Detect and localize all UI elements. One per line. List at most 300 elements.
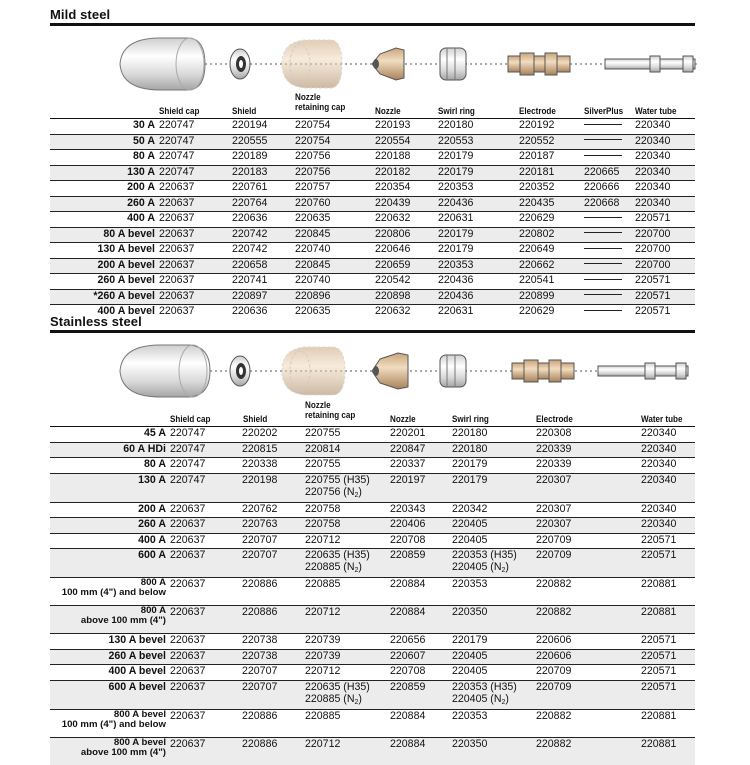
part-number-cell: 220554 [373, 134, 436, 150]
mild-steel-row [50, 181, 695, 197]
row-label: 130 A [50, 473, 168, 502]
part-number-cell: 220747 [168, 442, 240, 458]
part-number-cell: 220353 [452, 709, 488, 722]
part-number-cell: 220192 [519, 119, 555, 131]
part-number-cell: 220881 [641, 578, 677, 590]
part-number-cell: 220668 [582, 196, 633, 212]
part-number-cell: 220747 [159, 119, 195, 131]
stainless-steel-row [50, 649, 695, 665]
part-number-cell: 220342 [452, 502, 488, 515]
part-number-cell: 220405 [452, 665, 488, 677]
part-number-cell [582, 119, 633, 135]
part-number-cell: 220180 [438, 119, 474, 131]
row-label: *260 A bevel [50, 289, 157, 305]
mild-header-silverplus: SilverPlus [584, 106, 624, 116]
part-number-cell: 220632 [375, 305, 411, 317]
part-number-cell: 220179 [436, 227, 517, 243]
stainless-header-shield: Shield [243, 414, 268, 424]
part-number-cell: 220885 [305, 578, 341, 590]
part-number-cell: 220571 [635, 212, 671, 224]
part-number-cell [582, 150, 633, 166]
row-label: 400 A bevel [108, 665, 166, 677]
row-label: 600 A bevel [50, 680, 168, 709]
part-number-cell: 220571 [641, 665, 677, 677]
not-available-dash [584, 217, 622, 218]
part-number-cell: 220180 [452, 427, 488, 439]
part-number-cell: 220707 [242, 665, 278, 677]
part-number-cell: 220571 [635, 305, 671, 317]
part-number-cell: 220636 [232, 212, 268, 224]
mild-steel-title: Mild steel [50, 7, 111, 22]
part-number-cell: 220637 [170, 533, 206, 546]
part-number-cell: 220637 [159, 274, 195, 286]
part-number-cell: 220435 [517, 196, 582, 212]
stainless-header-water-tube: Water tube [641, 414, 683, 424]
part-number-cell: 220340 [633, 134, 695, 150]
part-number-cell: 220884 [388, 737, 450, 765]
part-number-cell: 220350 [450, 606, 534, 634]
part-number-cell: 220635 (H35) 220885 $(N_2)$ [303, 549, 388, 578]
part-number-cell: 220353 (H35) 220405 $(N_2)$ [450, 680, 534, 709]
part-number-cell: 220665 [582, 165, 633, 181]
row-label: 600 A [50, 549, 168, 578]
part-number-cell: 220340 [639, 473, 695, 502]
part-number-cell: 220637 [168, 549, 240, 578]
part-number-cell: 220747 [170, 427, 206, 439]
part-number-cell: 220307 [534, 518, 639, 534]
row-label: 260 A bevel [50, 649, 168, 665]
part-number-cell: 220307 [534, 473, 639, 502]
part-number-cell: 220405 [452, 533, 488, 546]
row-label: 60 A HDi [50, 442, 168, 458]
part-number-cell: 220436 [438, 274, 474, 286]
part-number-cell: 220637 [170, 578, 206, 590]
part-number-cell: 220637 [168, 737, 240, 765]
part-number-cell: 220182 [373, 165, 436, 181]
stainless-steel-row [50, 518, 695, 534]
part-number-cell: 220747 [157, 134, 230, 150]
part-number-cell: 220571 [639, 549, 695, 578]
part-number-cell: 220340 [641, 502, 677, 515]
stainless-steel-row [50, 442, 695, 458]
part-number-cell: 220707 [240, 549, 303, 578]
row-label: 400 A [138, 533, 166, 546]
part-number-cell: 220353 [452, 578, 488, 590]
part-number-cell: 220308 [536, 427, 572, 439]
part-number-cell: 220738 [240, 649, 303, 665]
part-number-cell: 220762 [242, 502, 278, 515]
shield-icon [230, 49, 250, 79]
swirl-ring-icon [440, 355, 466, 387]
not-available-dash [584, 232, 622, 233]
part-number-cell: 220707 [242, 533, 278, 546]
part-number-cell: 220881 [639, 737, 695, 765]
part-number-cell: 220340 [639, 518, 695, 534]
row-label: 30 A [133, 119, 155, 131]
part-number-cell: 220755 [305, 427, 341, 439]
part-number-cell: 220700 [635, 243, 671, 255]
stainless-steel-row [50, 549, 695, 578]
part-number-cell: 220340 [641, 427, 677, 439]
mild-steel-rule [50, 23, 695, 26]
part-number-cell: 220179 [438, 243, 474, 255]
mild-steel-row [50, 119, 695, 135]
part-number-cell [582, 305, 633, 320]
mild-steel-row [50, 212, 695, 228]
part-number-cell: 220635 [295, 212, 331, 224]
part-number-cell: 220606 [534, 649, 639, 665]
stainless-header-swirl-ring: Swirl ring [452, 414, 489, 424]
part-number-cell: 220845 [293, 258, 373, 274]
mild-header-swirl-ring: Swirl ring [438, 106, 475, 116]
stainless-steel-rule [50, 330, 695, 333]
part-number-cell: 220755 [305, 458, 341, 470]
stainless-steel-row [50, 709, 695, 737]
part-number-cell: 220353 (H35) 220405 $(N_2)$ [450, 549, 534, 578]
mild-steel-row [50, 196, 695, 212]
part-number-cell: 220340 [639, 442, 695, 458]
part-number-cell: 220802 [517, 227, 582, 243]
part-number-cell: 220198 [240, 473, 303, 502]
part-number-cell: 220637 [170, 502, 206, 515]
part-number-cell: 220742 [232, 243, 268, 255]
row-label: 130 A [50, 165, 157, 181]
stainless-steel-row [50, 502, 695, 518]
stainless-header-nozzle-retaining-cap: Nozzle retaining cap [305, 400, 356, 420]
part-number-cell: 220709 [534, 680, 639, 709]
mild-steel-row [50, 134, 695, 150]
part-number-cell: 220631 [438, 305, 474, 317]
part-number-cell: 220758 [305, 502, 341, 515]
stainless-steel-row [50, 665, 695, 681]
mild-steel-row [50, 150, 695, 166]
part-number-cell: 220646 [375, 243, 411, 255]
part-number-cell: 220741 [232, 274, 268, 286]
part-number-cell: 220353 [438, 181, 474, 193]
part-number-cell: 220884 [390, 578, 426, 590]
part-number-cell: 220542 [375, 274, 411, 286]
stainless-header-electrode: Electrode [536, 414, 573, 424]
part-number-cell: 220882 [534, 737, 639, 765]
part-number-cell: 220197 [388, 473, 450, 502]
part-number-cell: 220886 [242, 578, 278, 590]
part-number-cell [582, 212, 633, 228]
mild-steel-row [50, 289, 695, 305]
part-number-cell: 220636 [232, 305, 268, 317]
part-number-cell: 220764 [230, 196, 293, 212]
part-number-cell: 220859 [388, 549, 450, 578]
part-number-cell: 220758 [303, 518, 388, 534]
part-number-cell: 220179 [438, 150, 474, 162]
part-number-cell: 220350 [450, 737, 534, 765]
part-number-cell: 220629 [519, 212, 555, 224]
electrode-icon [512, 360, 574, 382]
part-number-cell: 220436 [436, 196, 517, 212]
mild-header-shield-cap: Shield cap [159, 106, 200, 116]
part-number-cell: 220607 [388, 649, 450, 665]
mild-steel-row [50, 243, 695, 259]
stainless-header-shield-cap: Shield cap [170, 414, 211, 424]
part-number-cell: 220340 [635, 119, 671, 131]
part-number-cell: 220886 [242, 709, 278, 722]
part-number-cell: 220637 [159, 243, 195, 255]
row-label: 800 A bevel 100 mm (4") and below [61, 709, 166, 730]
part-number-cell: 220885 [305, 709, 341, 722]
stainless-steel-row [50, 634, 695, 650]
not-available-dash [584, 310, 622, 311]
row-label: 45 A [144, 427, 166, 439]
part-number-cell: 220886 [240, 606, 303, 634]
part-number-cell: 220897 [230, 289, 293, 305]
part-number-cell: 220555 [230, 134, 293, 150]
part-number-cell: 220756 [295, 150, 331, 162]
not-available-dash [584, 124, 622, 125]
mild-steel-row [50, 258, 695, 274]
part-number-cell: 220656 [390, 634, 426, 646]
part-number-cell: 220637 [157, 227, 230, 243]
mild-steel-row [50, 165, 695, 181]
part-number-cell: 220340 [633, 196, 695, 212]
part-number-cell: 220337 [390, 458, 426, 470]
part-number-cell: 220881 [641, 709, 677, 722]
part-number-cell: 220712 [303, 737, 388, 765]
mild-header-water-tube: Water tube [635, 106, 677, 116]
part-number-cell: 220201 [390, 427, 426, 439]
part-number-cell: 220637 [170, 634, 206, 646]
part-number-cell: 220708 [390, 533, 426, 546]
part-number-cell: 220405 [450, 518, 534, 534]
part-number-cell: 220747 [170, 458, 206, 470]
part-number-cell: 220742 [230, 227, 293, 243]
part-number-cell: 220339 [534, 442, 639, 458]
part-number-cell: 220898 [373, 289, 436, 305]
water-tube-icon [605, 56, 695, 72]
row-label: 200 A [127, 181, 155, 193]
part-number-cell: 220738 [242, 634, 278, 646]
part-number-cell: 220882 [534, 606, 639, 634]
nozzle-retaining-cap-icon [282, 347, 345, 395]
part-number-cell: 220571 [641, 634, 677, 646]
part-number-cell: 220180 [450, 442, 534, 458]
part-number-cell: 220815 [240, 442, 303, 458]
part-number-cell: 220635 (H35) 220885 $(N_2)$ [303, 680, 388, 709]
stainless-steel-row [50, 737, 695, 765]
part-number-cell: 220188 [375, 150, 411, 162]
part-number-cell: 220763 [240, 518, 303, 534]
part-number-cell: 220179 [450, 473, 534, 502]
shield-cap-icon [120, 38, 205, 90]
part-number-cell: 220553 [436, 134, 517, 150]
part-number-cell: 220659 [373, 258, 436, 274]
row-label: 800 A 100 mm (4") and below [61, 577, 166, 598]
part-number-cell: 220571 [639, 680, 695, 709]
mild-steel-parts-illustration [0, 28, 750, 100]
shield-icon [230, 356, 250, 386]
part-number-cell: 220700 [633, 227, 695, 243]
part-number-cell: 220637 [157, 289, 230, 305]
part-number-cell: 220343 [390, 502, 426, 515]
part-number-cell: 220637 [168, 649, 240, 665]
part-number-cell: 220629 [519, 305, 555, 317]
part-number-cell: 220631 [438, 212, 474, 224]
part-number-cell [582, 274, 633, 290]
part-number-cell: 220179 [436, 165, 517, 181]
mild-steel-row [50, 305, 695, 320]
stainless-header-nozzle: Nozzle [390, 414, 416, 424]
part-number-cell: 220202 [242, 427, 278, 439]
part-number-cell: 220606 [536, 634, 572, 646]
part-number-cell: 220712 [305, 533, 341, 546]
part-number-cell: 220740 [295, 243, 331, 255]
part-number-cell: 220571 [639, 649, 695, 665]
part-number-cell: 220340 [635, 181, 671, 193]
not-available-dash [584, 139, 622, 140]
part-number-cell: 220339 [536, 458, 572, 470]
stainless-steel-row [50, 680, 695, 709]
row-label: 260 A [50, 518, 168, 534]
nozzle-icon [372, 48, 404, 80]
part-number-cell: 220439 [373, 196, 436, 212]
part-number-cell: 220755 (H35) 220756 $(N_2)$ [303, 473, 388, 502]
part-number-cell: 220747 [168, 473, 240, 502]
mild-header-nozzle-retaining-cap: Nozzle retaining cap [295, 92, 346, 112]
part-number-cell: 220662 [517, 258, 582, 274]
row-label: 200 A bevel [50, 258, 157, 274]
mild-steel-row [50, 227, 695, 243]
electrode-icon [508, 53, 570, 75]
mild-steel-row [50, 274, 695, 290]
mild-header-shield: Shield [232, 106, 257, 116]
part-number-cell: 220179 [452, 458, 488, 470]
not-available-dash [584, 294, 622, 295]
part-number-cell: 220193 [375, 119, 411, 131]
row-label: 400 A bevel [97, 305, 155, 317]
part-number-cell: 220637 [168, 680, 240, 709]
mild-steel-table [50, 118, 695, 320]
row-label: 200 A [138, 502, 166, 515]
mild-header-nozzle: Nozzle [375, 106, 401, 116]
part-number-cell: 220709 [536, 533, 572, 546]
part-number-cell: 220845 [293, 227, 373, 243]
part-number-cell [582, 243, 633, 259]
part-number-cell: 220658 [230, 258, 293, 274]
stainless-steel-row [50, 427, 695, 443]
not-available-dash [584, 279, 622, 280]
part-number-cell: 220307 [536, 502, 572, 515]
part-number-cell: 220571 [641, 533, 677, 546]
stainless-steel-row [50, 606, 695, 634]
nozzle-icon [372, 353, 408, 389]
part-number-cell: 220194 [232, 119, 268, 131]
part-number-cell: 220632 [375, 212, 411, 224]
not-available-dash [584, 248, 622, 249]
part-number-cell: 220754 [295, 119, 331, 131]
part-number-cell: 220637 [159, 181, 195, 193]
part-number-cell: 220709 [534, 549, 639, 578]
part-number-cell: 220637 [159, 212, 195, 224]
part-number-cell: 220571 [633, 289, 695, 305]
not-available-dash [584, 155, 622, 156]
part-number-cell: 220709 [536, 665, 572, 677]
part-number-cell: 220806 [373, 227, 436, 243]
part-number-cell [582, 134, 633, 150]
part-number-cell: 220666 [584, 181, 620, 193]
part-number-cell: 220899 [517, 289, 582, 305]
row-label: 80 A [133, 150, 155, 162]
stainless-steel-row [50, 578, 695, 606]
part-number-cell: 220352 [519, 181, 555, 193]
row-label: 80 A [144, 458, 166, 470]
stainless-steel-row [50, 458, 695, 474]
stainless-steel-row [50, 533, 695, 549]
row-label: 130 A bevel [108, 634, 166, 646]
part-number-cell: 220881 [639, 606, 695, 634]
part-number-cell: 220637 [159, 305, 195, 317]
stainless-steel-row [50, 473, 695, 502]
stainless-steel-table [50, 426, 695, 765]
part-number-cell: 220541 [519, 274, 555, 286]
part-number-cell: 220886 [240, 737, 303, 765]
part-number-cell: 220353 [436, 258, 517, 274]
part-number-cell: 220707 [240, 680, 303, 709]
part-number-cell [582, 289, 633, 305]
part-number-cell [582, 258, 633, 274]
part-number-cell: 220740 [295, 274, 331, 286]
part-number-cell: 220761 [232, 181, 268, 193]
part-number-cell: 220739 [303, 649, 388, 665]
part-number-cell: 220896 [293, 289, 373, 305]
part-number-cell: 220884 [390, 709, 426, 722]
row-label: 50 A [50, 134, 157, 150]
part-number-cell: 220708 [390, 665, 426, 677]
part-number-cell: 220756 [293, 165, 373, 181]
part-number-cell: 220757 [295, 181, 331, 193]
part-number-cell: 220637 [157, 196, 230, 212]
part-number-cell: 220700 [633, 258, 695, 274]
part-number-cell: 220747 [157, 165, 230, 181]
part-number-cell [582, 227, 633, 243]
part-number-cell: 220847 [388, 442, 450, 458]
part-number-cell: 220187 [519, 150, 555, 162]
part-number-cell: 220189 [232, 150, 268, 162]
part-number-cell: 220814 [303, 442, 388, 458]
row-label: 130 A bevel [97, 243, 155, 255]
part-number-cell: 220637 [170, 709, 206, 722]
part-number-cell: 220760 [293, 196, 373, 212]
part-number-cell: 220882 [536, 709, 572, 722]
stainless-steel-title: Stainless steel [50, 314, 142, 329]
part-number-cell: 220571 [635, 274, 671, 286]
row-label: 800 A above 100 mm (4") [50, 606, 168, 634]
row-label: 400 A [127, 212, 155, 224]
part-number-cell: 220637 [168, 606, 240, 634]
part-number-cell: 220859 [388, 680, 450, 709]
part-number-cell: 220649 [519, 243, 555, 255]
part-number-cell: 220405 [450, 649, 534, 665]
part-number-cell: 220340 [641, 458, 677, 470]
part-number-cell: 220354 [375, 181, 411, 193]
mild-header-electrode: Electrode [519, 106, 556, 116]
stainless-steel-parts-illustration [0, 335, 750, 407]
row-label: 260 A [50, 196, 157, 212]
part-number-cell: 220884 [388, 606, 450, 634]
nozzle-retaining-cap-icon [282, 40, 342, 88]
not-available-dash [584, 263, 622, 264]
part-number-cell: 220340 [633, 165, 695, 181]
part-number-cell: 220637 [168, 518, 240, 534]
part-number-cell: 220635 [295, 305, 331, 317]
row-label: 800 A bevel above 100 mm (4") [50, 737, 168, 765]
